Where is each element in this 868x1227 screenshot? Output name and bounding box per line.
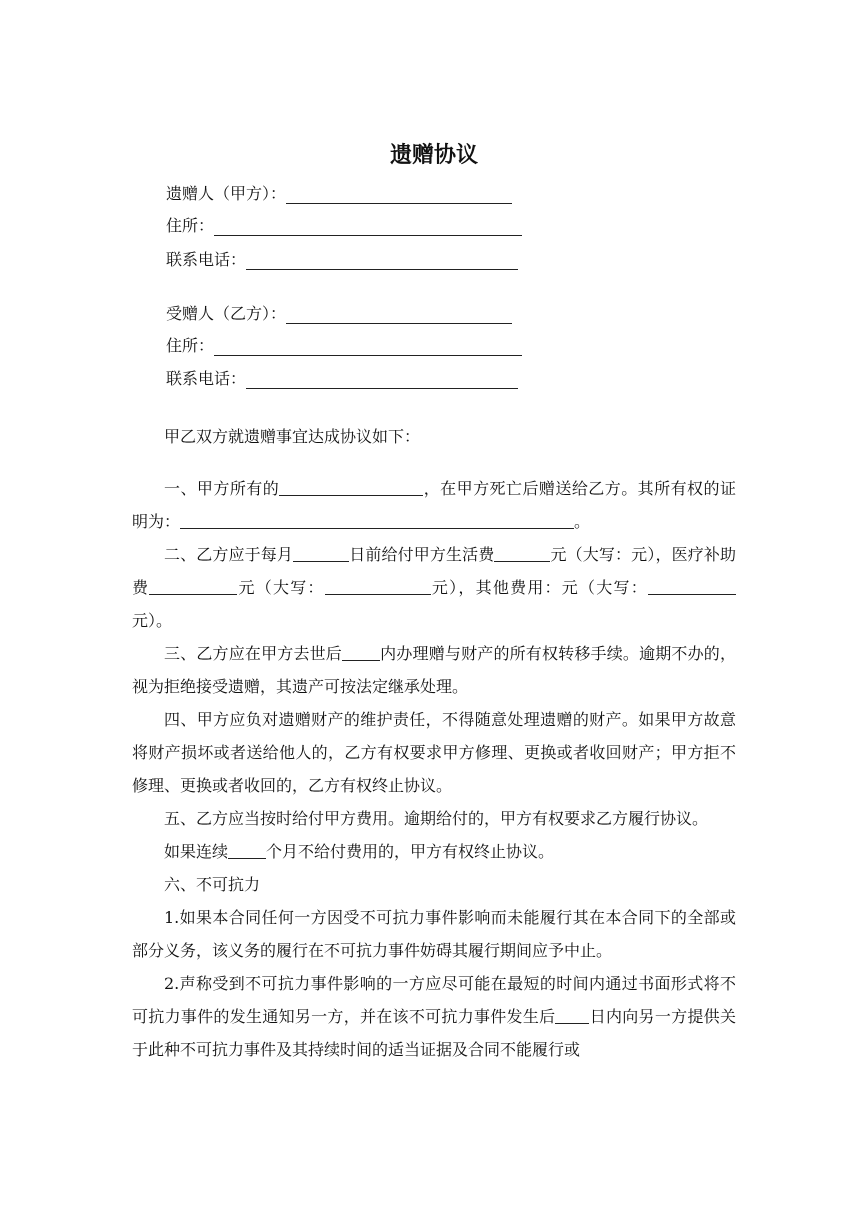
party-a-address-label: 住所： [166, 216, 215, 235]
notice-days-blank [555, 1007, 589, 1024]
clause-5b-text-a: 如果连续 [164, 842, 229, 861]
clause-6-2-text-b: 日内向另一方提供关于此种不可抗力事件及其持续时间的适当证据及合同不能履行或 [132, 1007, 736, 1059]
party-a-role-label: 遗赠人（甲方）： [166, 184, 287, 203]
party-b-phone-label: 联系电话： [166, 369, 247, 388]
clause-5b-text-b: 个月不给付费用的，甲方有权终止协议。 [266, 842, 555, 861]
clause-2-text-c: 元（大写：元），医疗补助费 [132, 545, 736, 597]
party-b-address-blank [214, 339, 522, 356]
page-title: 遗赠协议 [389, 143, 478, 168]
clause-3-text-b: 内办理赠与财产的所有权转移手续。逾期不办的，视为拒绝接受遗赠，其遗产可按法定继承处理。 [132, 644, 736, 696]
clause-3 [132, 637, 736, 703]
party-b-phone-field [166, 369, 518, 389]
monthly-day-blank [293, 545, 349, 562]
medical-subsidy-blank [149, 578, 237, 595]
party-a-address-field [166, 216, 522, 236]
medical-subsidy-capital-blank [325, 578, 431, 595]
clause-6-1: 1.如果本合同任何一方因受不可抗力事件影响而未能履行其在本合同下的全部或部分义务，该义务的履行在不可抗力事件妨碍其履行期间应予中止。 [132, 908, 736, 960]
agreement-body [132, 420, 736, 1066]
intro-paragraph: 甲乙双方就遗赠事宜达成协议如下： [164, 427, 421, 446]
party-b-role-label: 受赠人（乙方）： [166, 304, 287, 323]
transfer-period-blank [342, 644, 380, 661]
clause-6-title: 六、不可抗力 [164, 875, 261, 894]
other-expense-capital-blank [648, 578, 736, 595]
clause-1-text-a: 一、甲方所有的 [164, 479, 280, 498]
party-b-address-label: 住所： [166, 336, 215, 355]
party-a-phone-blank [246, 253, 518, 270]
party-b-address-field [166, 336, 522, 356]
clause-3-text-a: 三、乙方应在甲方去世后 [164, 644, 342, 663]
clause-1-text-c: 。 [574, 512, 591, 531]
party-b-role-field [166, 304, 512, 324]
clause-2-text-b: 日前给付甲方生活费 [349, 545, 495, 564]
clause-2-text-e: 元），其他费用：元（大写： [430, 578, 648, 597]
party-a-role-field [166, 184, 512, 204]
clause-2-text-a: 二、乙方应于每月 [164, 545, 294, 564]
clause-2-text-f: 元）。 [132, 611, 173, 630]
clause-2-text-d: 元（大写： [237, 578, 325, 597]
party-a-phone-field [166, 250, 518, 270]
party-a-phone-label: 联系电话： [166, 250, 247, 269]
clause-6-2-text-a: 2.声称受到不可抗力事件影响的一方应尽可能在最短的时间内通过书面形式将不可抗力事件的发生通知另一方，并在该不可抗力事件发生后 [132, 974, 736, 1026]
party-a-name-blank [286, 187, 512, 204]
clause-6-2 [132, 967, 736, 1066]
months-blank [228, 842, 266, 859]
ownership-proof-blank [180, 512, 574, 529]
party-b-phone-blank [246, 372, 518, 389]
clause-1-text-b: ，在甲方死亡后赠送给乙方。其所有权的证明为： [132, 479, 736, 531]
clause-2 [132, 538, 736, 637]
party-b-name-blank [286, 307, 512, 324]
living-expense-blank [494, 545, 550, 562]
property-blank [279, 479, 423, 496]
clause-5-continuation [132, 835, 736, 868]
clause-5: 五、乙方应当按时给付甲方费用。逾期给付的，甲方有权要求乙方履行协议。 [164, 809, 709, 828]
clause-4: 四、甲方应负对遗赠财产的维护责任，不得随意处理遗赠的财产。如果甲方故意将财产损坏或者送给他人的，乙方有权要求甲方修理、更换或者收回财产；甲方拒不修理、更换或者收回的，乙方有权终止协议。 [132, 710, 736, 795]
party-a-address-blank [214, 219, 522, 236]
clause-1 [132, 472, 736, 538]
